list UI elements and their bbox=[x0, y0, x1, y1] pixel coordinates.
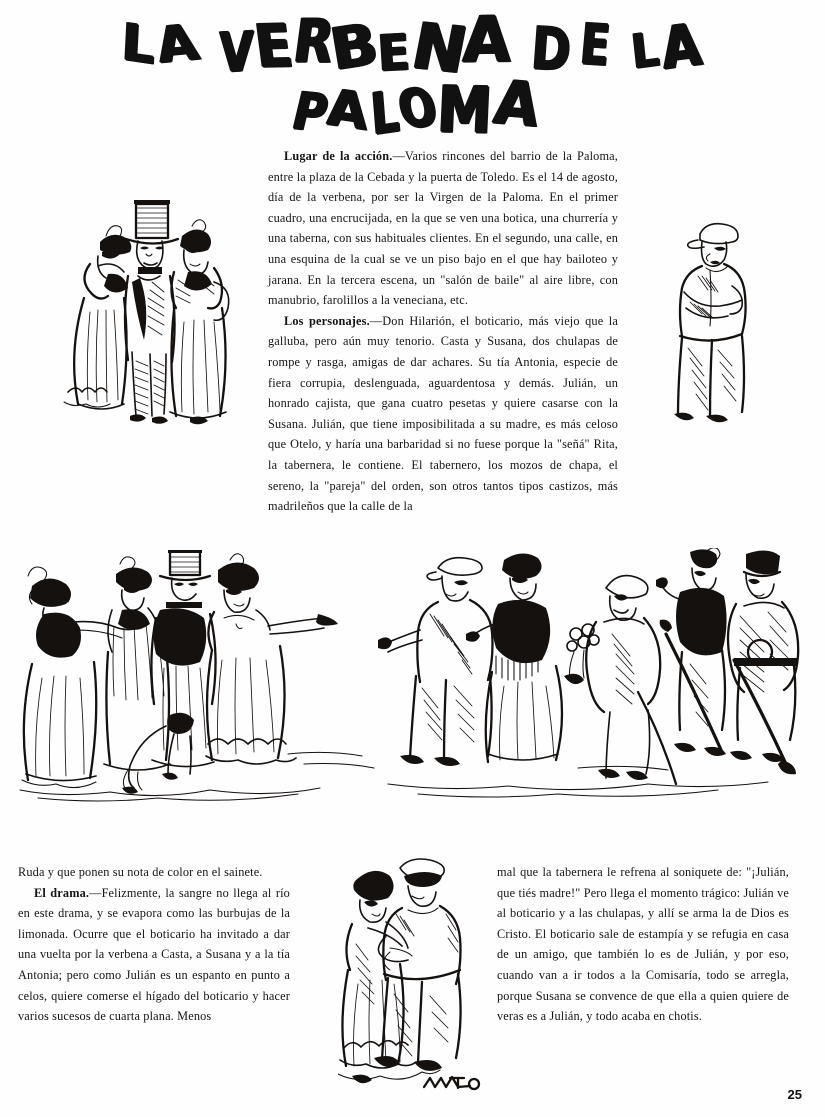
paragraph-body-lugar: —Varios rincones del barrio de la Paloma, entre la plaza de la Cebada y la puerta de Toledo. Es el 14 de agosto, día de la verbena, por ser la Virgen de la Paloma. En el primer cuadro, una encrucijada, en la que se ven una botica, una churrería y una taberna, con sus habituales clientes. En el segundo, una calle, en una esquina de la cual se ve un piso bajo en el que hay bailoteo y jarana. En la tercera escena, un "salón de baile" al aire libre, con manubrio, farolillos a la veneciana, etc. bbox=[268, 149, 618, 308]
title-glyph-a: A bbox=[658, 10, 706, 83]
artist-signature bbox=[424, 1077, 479, 1089]
paragraph-lead-lugar: Lugar de la acción. bbox=[284, 149, 393, 163]
chulapa-second bbox=[104, 557, 170, 770]
paragraph-lugar-de-la-accion bbox=[268, 146, 618, 311]
illustration-top-right bbox=[640, 208, 780, 428]
title-glyph-e: E bbox=[251, 11, 297, 82]
ground-shading-left bbox=[20, 752, 374, 801]
illustration-top-left-drawing bbox=[62, 186, 252, 436]
title-glyph-v: V bbox=[219, 20, 254, 86]
title-glyph-a: A bbox=[325, 76, 370, 142]
paragraph-continuation-mal bbox=[497, 862, 789, 1027]
text-column-top bbox=[268, 146, 618, 517]
title-glyph-a: A bbox=[152, 14, 204, 75]
ground-shading-right bbox=[388, 766, 768, 797]
illustration-middle bbox=[18, 548, 808, 823]
paragraph-body-ruda: Ruda y que ponen su nota de color en el sainete. bbox=[18, 865, 263, 879]
guardia-del-orden bbox=[728, 550, 798, 774]
ramillete bbox=[564, 624, 599, 684]
perrito bbox=[122, 713, 194, 794]
group-chulapas-left bbox=[22, 567, 138, 788]
chulapa-manton bbox=[466, 553, 562, 762]
title-glyph-l: L bbox=[368, 79, 402, 149]
illustration-middle-drawing bbox=[18, 548, 808, 823]
illustration-top-left bbox=[62, 186, 252, 436]
title-line-2 bbox=[6, 67, 826, 149]
title-glyph-r: R bbox=[289, 7, 338, 77]
page-number: 25 bbox=[787, 1087, 802, 1102]
title-glyph-o: O bbox=[392, 76, 443, 141]
paragraph-continuation-ruda bbox=[18, 862, 290, 883]
title-glyph-p: P bbox=[286, 81, 334, 144]
illustration-top-right-drawing bbox=[640, 208, 780, 428]
title-glyph-d: D bbox=[529, 14, 574, 85]
vendedora-ramilletes bbox=[564, 576, 676, 784]
text-column-bottom-right bbox=[497, 862, 789, 1027]
paragraph-body-personajes: —Don Hilarión, el boticario, más viejo que la galluba, pero aún muy tenorio. Casta y Susana, dos chulapas de rompe y rasga, amigas de dar achares. Su tía Antonia, especie de fiera corrupia, deslenguada, aguardentosa y demás. Julián, un honrado cajista, que gana cuatro pesetas y quiere casarse con la Susana. Julián, que tiene imposibilitada a su madre, es más celoso que Otelo, y haría una barbaridad si no fuese porque la "señá" Rita, la tabernera, le contiene. El tabernero, los mozos de chapa, el sereno, la "pareja" del orden, son otros tantos tipos castizos, más madrileños que la calle de la bbox=[268, 313, 618, 514]
illustration-bottom-center bbox=[338, 852, 508, 1102]
title-glyph-a: A bbox=[490, 67, 545, 141]
sereno-con-chuzo bbox=[656, 548, 727, 756]
chulo-con-gorra bbox=[378, 558, 493, 766]
title-glyph-n: N bbox=[406, 9, 473, 88]
paragraph-los-personajes bbox=[268, 311, 618, 517]
paragraph-body-drama: —Felizmente, la sangre no llega al río en este drama, y se evapora como las burbujas de la limonada. Ocurre que el boticario ha invitado a dar una vuelta por la verbena a Casta, a Susana y a la tía Antonia; pero como Julián es un espanto en punto a celos, quiere comerse el hígado del boticario y hacer varios sucesos de cuarta plana. Menos bbox=[18, 885, 290, 1024]
title-glyph-l: L bbox=[629, 22, 662, 80]
title-line-1-text bbox=[118, 3, 706, 88]
masthead-title bbox=[0, 3, 826, 149]
paragraph-el-drama bbox=[18, 883, 290, 1027]
title-glyph-b: B bbox=[325, 11, 383, 85]
don-hilarion-middle bbox=[151, 550, 215, 767]
illustration-bottom-drawing bbox=[338, 852, 508, 1102]
chulapa-senalando bbox=[206, 554, 338, 764]
title-glyph-e: E bbox=[578, 12, 613, 80]
title-line-2-text bbox=[286, 67, 545, 149]
title-glyph-a: A bbox=[461, 3, 512, 78]
paragraph-body-mal: mal que la tabernera le refrena al soniquete de: "¡Julián, que tiés madre!" Pero llega el momento trágico: Julián ve al boticario y a las chulapas, y allí se arma la de Dios es Cristo. El boticario sale de estampía y se refugia en casa de un amigo, que también lo es de Julián, y por eso, cuando van a ir todos a la Comisaría, todo se arregla, porque Susana se convence de que ella a quien quiere de veras es a Julián, y todo acaba en chotis. bbox=[497, 865, 789, 1024]
title-glyph-l: L bbox=[120, 12, 157, 77]
paragraph-lead-personajes: Los personajes. bbox=[284, 313, 370, 328]
chulapa-bailando bbox=[338, 871, 440, 1083]
text-column-bottom-left bbox=[18, 862, 290, 1027]
title-glyph-e: E bbox=[376, 23, 412, 83]
paragraph-lead-drama: El drama. bbox=[34, 885, 90, 900]
title-glyph-m: M bbox=[436, 71, 494, 148]
title-line-1 bbox=[0, 3, 826, 88]
